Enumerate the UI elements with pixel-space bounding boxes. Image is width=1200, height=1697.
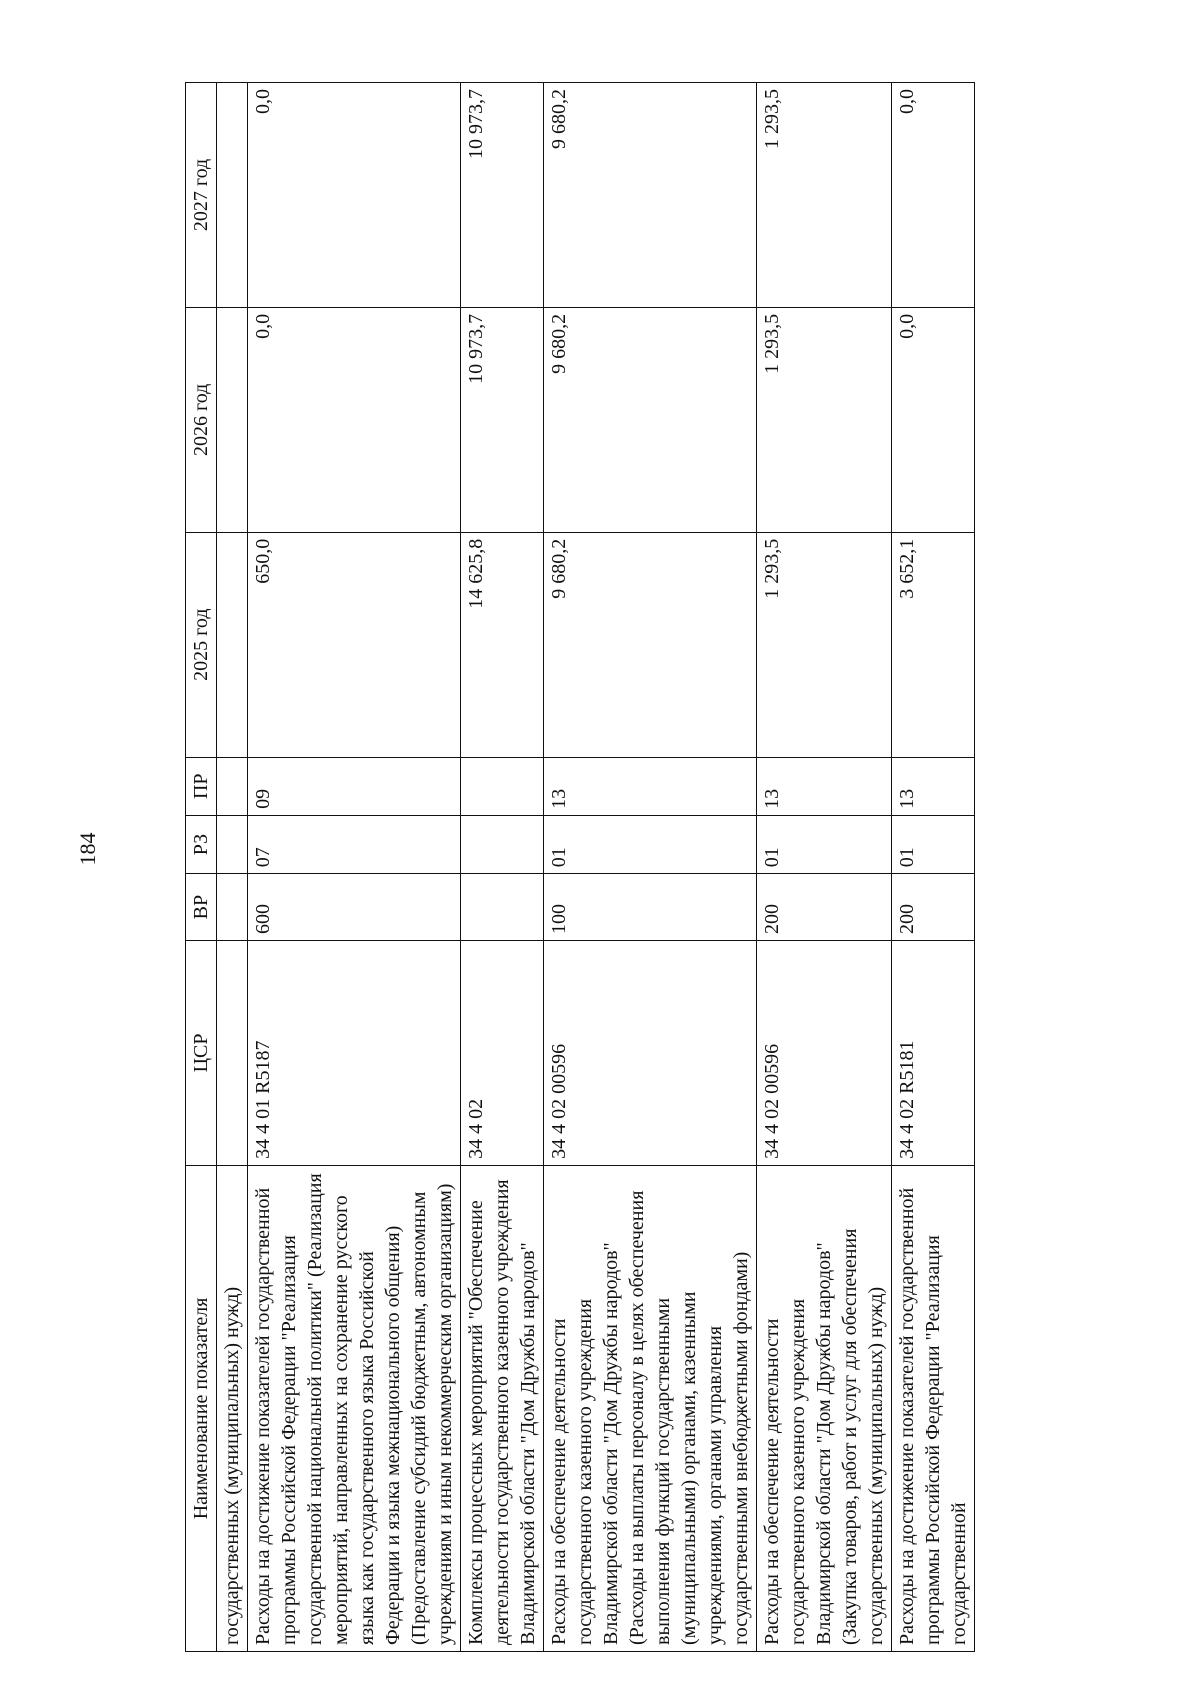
cell-rz: 01 [892, 815, 975, 873]
page-number: 184 [75, 832, 100, 865]
cell-name: государственных (муниципальных) нужд) [217, 1165, 248, 1651]
cell-rz: 07 [248, 815, 461, 873]
cell-pr: 13 [892, 757, 975, 815]
cell-vr: 600 [248, 874, 461, 941]
cell-2027: 10 973,7 [461, 83, 544, 308]
cell-2025: 3 652,1 [892, 532, 975, 757]
header-name: Наименование показателя [186, 1165, 217, 1651]
cell-name: Расходы на достижение показателей государственной программы Российской Федерации "Реализация государственной национальной политики" (Реализация мероприятий, направленных на сохранение русского языка как государственного языка Российской Федерации и языка межнационального общения) (Предоставление субсидий бюджетным, автономным учреждениям и иным некоммерческим организациям) [248, 1165, 461, 1651]
cell-2026: 9 680,2 [544, 307, 757, 532]
budget-table-sheet [185, 82, 1135, 1652]
header-2025: 2025 год [186, 532, 217, 757]
cell-csr: 34 4 01 R5187 [248, 941, 461, 1166]
cell-2026: 10 973,7 [461, 307, 544, 532]
cell-csr: 34 4 02 00596 [544, 941, 757, 1166]
cell-vr: 100 [544, 874, 757, 941]
table-row-continuation [217, 83, 248, 1652]
cell-2025: 1 293,5 [757, 532, 892, 757]
header-2026: 2026 год [186, 307, 217, 532]
cell-csr: 34 4 02 [461, 941, 544, 1166]
table-row [892, 83, 975, 1652]
cell-2027: 0,0 [892, 83, 975, 308]
cell-vr [461, 874, 544, 941]
cell-2027: 1 293,5 [757, 83, 892, 308]
cell-vr: 200 [892, 874, 975, 941]
table-header-row [186, 83, 217, 1652]
table-row [248, 83, 461, 1652]
cell-2027: 0,0 [248, 83, 461, 308]
cell-rz: 01 [544, 815, 757, 873]
table-row [544, 83, 757, 1652]
header-csr: ЦСР [186, 941, 217, 1166]
cell-pr: 13 [757, 757, 892, 815]
cell-csr: 34 4 02 00596 [757, 941, 892, 1166]
cell-2025: 9 680,2 [544, 532, 757, 757]
table-row [757, 83, 892, 1652]
cell-2026: 0,0 [248, 307, 461, 532]
cell-rz [461, 815, 544, 873]
cell-name: Расходы на достижение показателей государственной программы Российской Федерации "Реализация государственной [892, 1165, 975, 1651]
cell-vr: 200 [757, 874, 892, 941]
cell-name: Расходы на обеспечение деятельности государственного казенного учреждения Владимирской области "Дом Дружбы народов" (Расходы на выплаты персоналу в целях обеспечения выполнения функций государственными (муниципальными) органами, казенными учреждениями, органами управления государственными внебюджетными фондами) [544, 1165, 757, 1651]
header-rz: РЗ [186, 815, 217, 873]
cell-pr: 09 [248, 757, 461, 815]
cell-pr: 13 [544, 757, 757, 815]
cell-2026: 1 293,5 [757, 307, 892, 532]
header-pr: ПР [186, 757, 217, 815]
cell-2025: 650,0 [248, 532, 461, 757]
budget-table [185, 82, 975, 1652]
cell-name: Расходы на обеспечение деятельности государственного казенного учреждения Владимирской области "Дом Дружбы народов" (Закупка товаров, работ и услуг для обеспечения государственных (муниципальных) нужд) [757, 1165, 892, 1651]
header-2027: 2027 год [186, 83, 217, 308]
header-vr: ВР [186, 874, 217, 941]
cell-2025: 14 625,8 [461, 532, 544, 757]
cell-2026: 0,0 [892, 307, 975, 532]
cell-2027: 9 680,2 [544, 83, 757, 308]
table-row [461, 83, 544, 1652]
cell-name: Комплексы процессных мероприятий "Обеспечение деятельности государственного казенного учреждения Владимирской области "Дом Дружбы народов" [461, 1165, 544, 1651]
cell-rz: 01 [757, 815, 892, 873]
cell-pr [461, 757, 544, 815]
cell-csr: 34 4 02 R5181 [892, 941, 975, 1166]
